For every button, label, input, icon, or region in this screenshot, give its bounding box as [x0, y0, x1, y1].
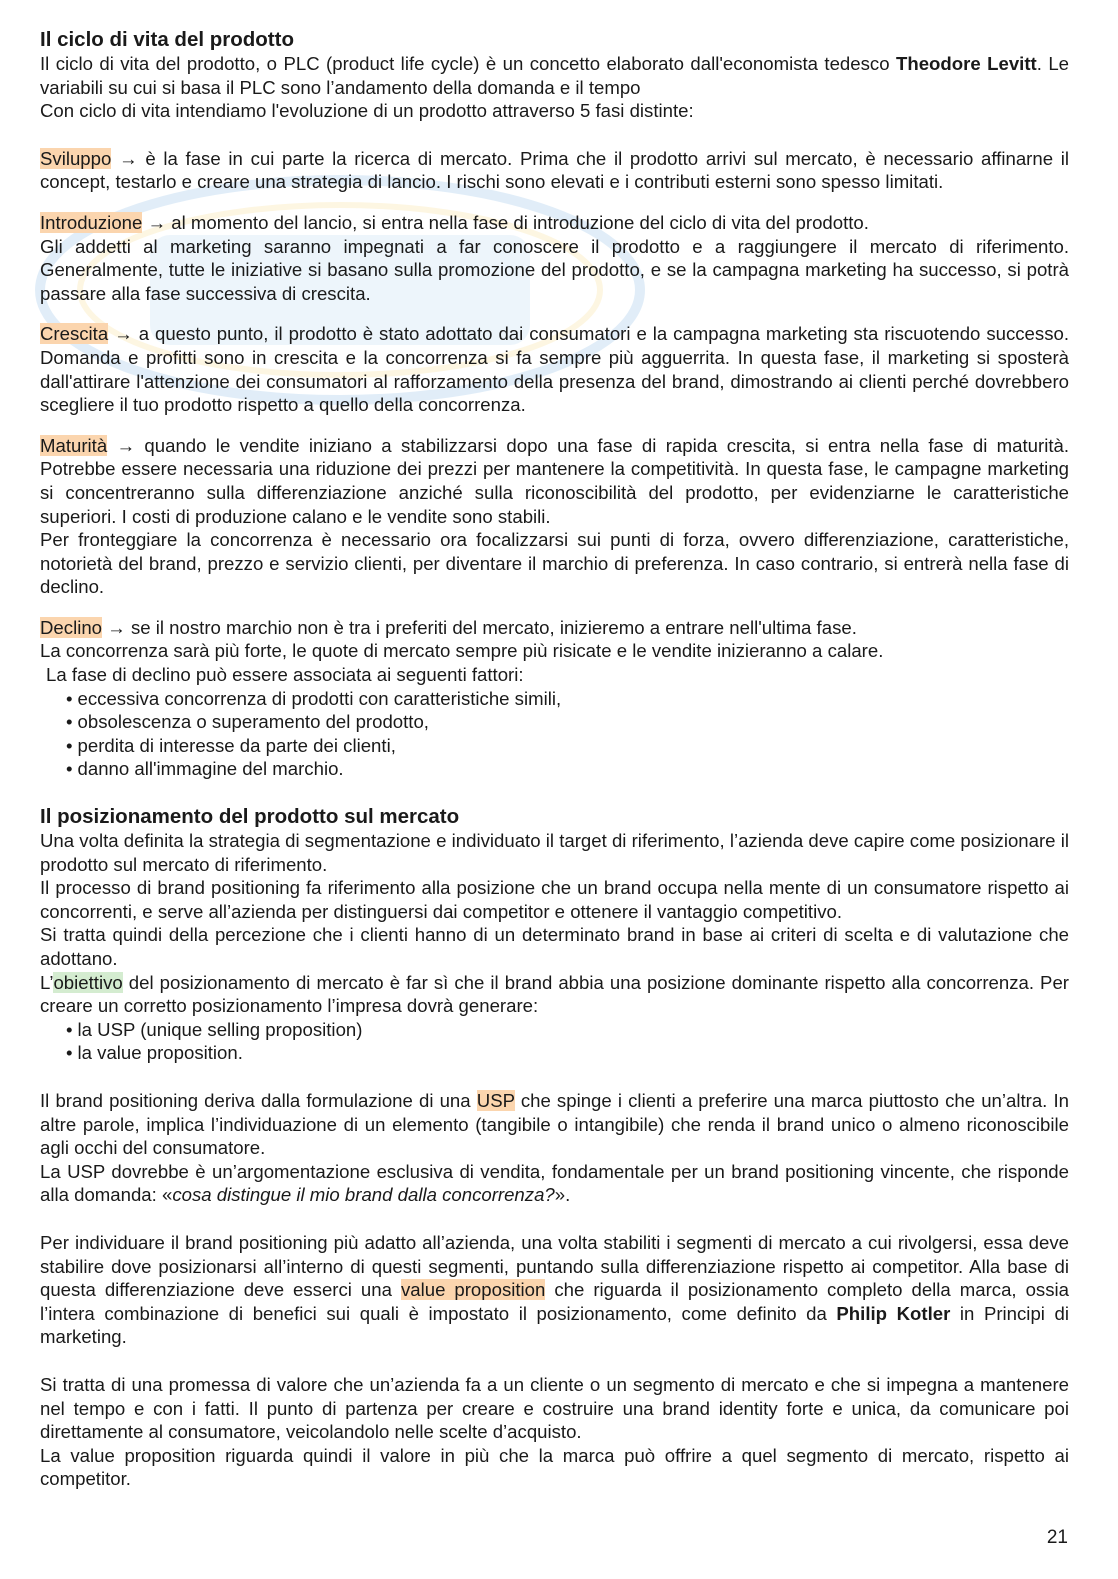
paragraph-declino-3: La fase di declino può essere associata ai seguenti fattori:: [46, 664, 524, 686]
paragraph-p7: Per individuare il brand positioning più adatto all’azienda, una volta stabiliti i segmenti di mercato a cui rivolgersi, essa deve stabilire dove posizionarsi all’interno di questi segmenti, puntando sulla differenziazione rispetto ai competitor. Alla base di questa differenziazione deve esserci una value proposition che riguarda il posizionamento completo della marca, ossia l’intera combinazione di benefici sui quali è impostato il posizionamento, come definito da Philip Kotler in Principi di marketing.: [40, 1231, 1069, 1348]
highlight-value-proposition: value proposition: [400, 1279, 546, 1301]
list-positioning: [40, 1018, 1069, 1065]
list-item: • eccessiva concorrenza di prodotti con caratteristiche simili,: [66, 687, 1069, 711]
paragraph-declino-2: La concorrenza sarà più forte, le quote di mercato sempre più risicate e le vendite inizieranno a calare.: [40, 640, 884, 662]
paragraph-p8: Si tratta di una promessa di valore che un’azienda fa a un cliente o un segmento di mercato e che si impegna a mantenere nel tempo e con i fatti. Il punto di partenza per creare e costruire una brand identity forte e unica, da comunicare poi direttamente al consumatore, veicolandolo nelle scelte d’acquisto.: [40, 1373, 1069, 1443]
list-item: • perdita di interesse da parte dei clienti,: [66, 734, 1069, 758]
page-number: 21: [1046, 1527, 1068, 1548]
highlight-introduzione: Introduzione: [40, 211, 143, 233]
section-title-posizionamento: Il posizionamento del prodotto sul mercato: [40, 805, 460, 829]
list-item: • danno all'immagine del marchio.: [66, 757, 1069, 781]
section-title-plc: Il ciclo di vita del prodotto: [40, 28, 294, 51]
paragraph-p4: L’obiettivo del posizionamento di mercato è far sì che il brand abbia una posizione dominante rispetto alla concorrenza. Per creare un corretto posizionamento l’impresa dovrà generare:: [40, 971, 1069, 1017]
paragraph-p6: La USP dovrebbe è un’argomentazione esclusiva di vendita, fondamentale per un brand positioning vincente, che risponde alla domanda: «cosa distingue il mio brand dalla concorrenza?».: [40, 1160, 1069, 1206]
paragraph-p9: La value proposition riguarda quindi il valore in più che la marca può offrire a quel segmento di mercato, rispetto ai competitor.: [40, 1444, 1069, 1490]
highlight-crescita: Crescita: [40, 323, 109, 345]
paragraph-p2: Il processo di brand positioning fa riferimento alla posizione che un brand occupa nella mente di un consumatore rispetto ai concorrenti, e serve all’azienda per distinguersi dai competitor e ottenere il vantaggio competitivo.: [40, 877, 1069, 922]
paragraph-declino: Declino → se il nostro marchio non è tra i preferiti del mercato, inizieremo a entrare nell'ultima fase.: [40, 616, 857, 638]
paragraph-maturita: Maturità → quando le vendite iniziano a stabilizzarsi dopo una fase di rapida crescita, si entra nella fase di maturità. Potrebbe essere necessaria una riduzione dei prezzi per mantenere la competitività. In questa fase, le campagne marketing si concentreranno sulla differenziazione anziché sulla riconoscibilità del prodotto, per evidenziarne le caratteristiche superiori. I costi di produzione calano e le vendite sono stabili.: [40, 434, 1069, 527]
list-fattori: [40, 687, 1069, 781]
paragraph-introduzione-2: Gli addetti al marketing saranno impegnati a far conoscere il prodotto e a raggiungere il mercato di riferimento. Generalmente, tutte le iniziative si basano sulla promozione del prodotto, e se la campagna marketing ha successo, si potrà passare alla fase successiva di crescita.: [40, 235, 1069, 304]
paragraph-sviluppo: Sviluppo → è la fase in cui parte la ricerca di mercato. Prima che il prodotto arrivi sul mercato, è necessario affinarne il concept, testarlo e creare una strategia di lancio. I rischi sono elevati e i contributi esterni sono spesso limitati.: [40, 147, 1069, 193]
highlight-declino: Declino: [40, 616, 103, 638]
paragraph-introduzione: Introduzione → al momento del lancio, si entra nella fase di introduzione del ciclo di vita del prodotto.: [40, 211, 869, 233]
list-item: • obsolescenza o superamento del prodotto,: [66, 710, 1069, 734]
paragraph-p3: Si tratta quindi della percezione che i clienti hanno di un determinato brand in base ai criteri di scelta e di valutazione che adottano.: [40, 924, 1069, 969]
list-item: • la USP (unique selling proposition): [66, 1018, 1069, 1042]
paragraph-maturita-2: Per fronteggiare la concorrenza è necessario ora focalizzarsi sui punti di forza, ovvero differenziazione, caratteristiche, notorietà del brand, prezzo e servizio clienti, per diventare il marchio di preferenza. In caso contrario, si entrerà nella fase di declino.: [40, 529, 1069, 598]
highlight-maturita: Maturità: [40, 434, 108, 456]
document-page: [40, 28, 1069, 1491]
paragraph-intro-2: Con ciclo di vita intendiamo l'evoluzione di un prodotto attraverso 5 fasi distinte:: [40, 100, 694, 122]
highlight-obiettivo: obiettivo: [53, 971, 123, 993]
paragraph-intro: Il ciclo di vita del prodotto, o PLC (product life cycle) è un concetto elaborato dall'economista tedesco Theodore Levitt. Le variabili su cui si basa il PLC sono l’andamento della domanda e il tempo: [40, 53, 1069, 98]
paragraph-crescita: Crescita → a questo punto, il prodotto è stato adottato dai consumatori e la campagna marketing sta riscuotendo successo. Domanda e profitti sono in crescita e la concorrenza si fa sempre più agguerrita. In questa fase, il marketing si sposterà dall'attirare l'attenzione dei consumatori al rafforzamento della presenza del brand, dimostrando ai clienti perché dovrebbero scegliere il tuo prodotto rispetto a quello della concorrenza.: [40, 323, 1069, 416]
highlight-sviluppo: Sviluppo: [40, 147, 112, 169]
highlight-usp: USP: [476, 1089, 515, 1111]
paragraph-p1: Una volta definita la strategia di segmentazione e individuato il target di riferimento, l’azienda deve capire come posizionare il prodotto sul mercato di riferimento.: [40, 830, 1069, 875]
list-item: • la value proposition.: [66, 1041, 1069, 1065]
paragraph-p5: Il brand positioning deriva dalla formulazione di una USP che spinge i clienti a preferire una marca piuttosto che un’altra. In altre parole, implica l’individuazione di un elemento (tangibile o intangibile) che renda il brand unico o almeno riconoscibile agli occhi del consumatore.: [40, 1089, 1069, 1159]
